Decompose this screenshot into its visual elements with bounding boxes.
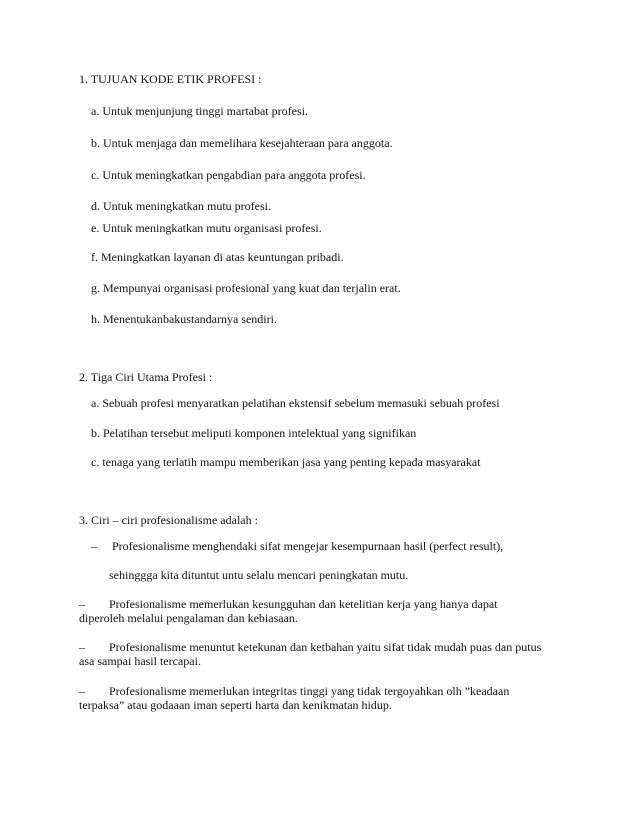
section-1-item-a: a. Untuk menjunjung tinggi martabat profesi. (91, 104, 308, 118)
dash-bullet: – (79, 597, 85, 611)
section-3-heading: 3. Ciri – ciri profesionalisme adalah : (79, 513, 258, 527)
section-2-item-c: c. tenaga yang terlatih mampu memberikan jasa yang penting kepada masyarakat (91, 455, 481, 469)
section-3-item-3-line-1 (79, 640, 541, 654)
section-1-item-g: g. Mempunyai organisasi profesional yang kuat dan terjalin erat. (91, 281, 401, 295)
section-3-item-4-line-1 (79, 684, 509, 698)
section-3-item-2-text: Profesionalisme memerlukan kesungguhan dan ketelitian kerja yang hanya dapat (109, 597, 498, 611)
section-3-item-4-text: Profesionalisme memerlukan integritas tinggi yang tidak tergoyahkan olh ”keadaan (109, 684, 510, 698)
section-3-item-4-line-2: terpaksa” atau godaaan iman seperti harta dan kenikmatan hidup. (79, 698, 392, 712)
section-1-heading: 1. TUJUAN KODE ETIK PROFESI : (79, 72, 262, 86)
section-3-item-2-line-2: diperoleh melalui pengalaman dan kebiasaan. (79, 611, 298, 625)
section-2-item-a: a. Sebuah profesi menyaratkan pelatihan ekstensif sebelum memasuki sebuah profesi (91, 396, 500, 410)
section-1-item-e: e. Untuk meningkatkan mutu organisasi profesi. (91, 221, 322, 235)
section-3-item-3-line-2: asa sampai hasil tercapai. (79, 654, 201, 668)
section-1-item-b: b. Untuk menjaga dan memelihara kesejahteraan para anggota. (91, 136, 393, 150)
section-3-item-1-text: Profesionalisme menghendaki sifat mengejar kesempurnaan hasil (perfect result), (112, 539, 504, 553)
section-1-item-d: d. Untuk meningkatkan mutu profesi. (91, 199, 271, 213)
section-1-item-f: f. Meningkatkan layanan di atas keuntungan pribadi. (91, 250, 344, 264)
section-3-item-1-line-1 (91, 539, 503, 553)
section-3-item-1-line-2: sehinggga kita dituntut untu selalu mencari peningkatan mutu. (109, 568, 409, 582)
section-3-item-2-line-1 (79, 597, 498, 611)
section-1-item-h: h. Menentukanbakustandarnya sendiri. (91, 312, 277, 326)
section-3-item-3-text: Profesionalisme menuntut ketekunan dan ketbahan yaitu sifat tidak mudah puas dan putus (109, 640, 542, 654)
section-1-item-c: c. Untuk meningkatkan pengabdian para anggota profesi. (91, 168, 366, 182)
dash-bullet: – (91, 539, 97, 553)
dash-bullet: – (79, 684, 85, 698)
dash-bullet: – (79, 640, 85, 654)
section-2-item-b: b. Pelatihan tersebut meliputi komponen intelektual yang signifikan (91, 426, 417, 440)
section-2-heading: 2. Tiga Ciri Utama Profesi : (79, 370, 213, 384)
